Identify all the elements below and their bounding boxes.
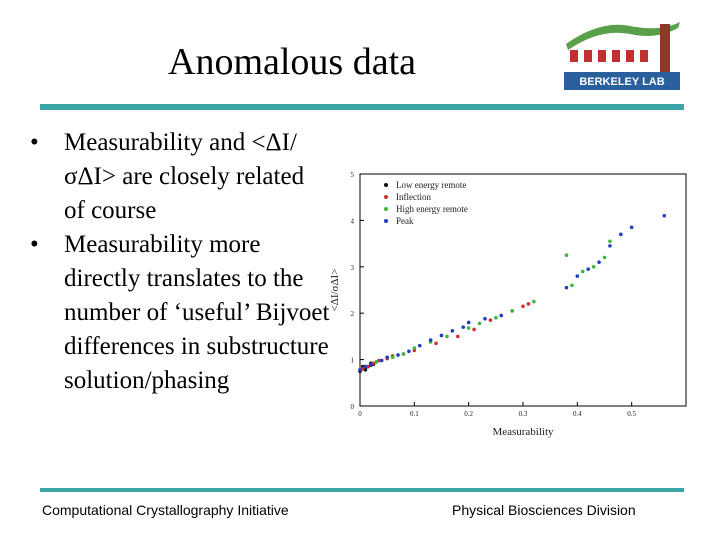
scatter-chart — [318, 160, 698, 450]
data-point-peak — [451, 329, 455, 333]
y-tick-label: 0 — [350, 403, 354, 411]
x-axis-label: Measurability — [492, 426, 554, 438]
data-point-peak — [467, 321, 471, 325]
bullet-list — [30, 126, 330, 398]
axis-ticks — [351, 171, 637, 418]
data-point-peak — [407, 349, 411, 353]
top-rule — [40, 104, 684, 110]
data-point-peak — [380, 359, 384, 363]
data-point-inflection — [521, 304, 525, 308]
data-point-high-energy-remote — [402, 352, 406, 356]
data-point-high-energy-remote — [592, 265, 596, 269]
x-tick-label: 0.4 — [572, 410, 582, 418]
data-point-peak — [461, 325, 465, 329]
x-tick-label: 0.1 — [409, 410, 419, 418]
y-tick-label: 1 — [350, 356, 354, 365]
data-point-high-energy-remote — [391, 355, 395, 359]
data-point-peak — [429, 338, 433, 342]
data-point-high-energy-remote — [532, 300, 536, 304]
data-point-inflection — [456, 335, 460, 339]
data-point-peak — [358, 368, 362, 372]
data-point-peak — [369, 362, 373, 366]
data-point-high-energy-remote — [445, 335, 449, 339]
data-point-high-energy-remote — [510, 309, 514, 313]
bullet-item — [30, 228, 330, 398]
data-point-high-energy-remote — [608, 239, 612, 243]
bottom-rule — [40, 488, 684, 492]
data-point-inflection — [434, 342, 438, 346]
logo-text: BERKELEY LAB — [579, 76, 665, 88]
bullet-text: Measurability more directly translates to the number of ‘useful’ Bijvoet differences in substructure solution/phasing — [64, 231, 330, 394]
bullet-item — [30, 126, 330, 228]
legend-label: Inflection — [396, 192, 431, 202]
y-tick-label: 5 — [350, 171, 354, 179]
data-point-peak — [576, 274, 580, 278]
legend-label: High energy remote — [396, 204, 468, 214]
bullet-text: Measurability and <ΔI/σΔI> are closely related of course — [64, 129, 305, 224]
data-point-high-energy-remote — [478, 322, 482, 326]
data-point-high-energy-remote — [494, 316, 498, 320]
data-point-peak — [396, 353, 400, 357]
slide-title: Anomalous data — [168, 41, 417, 83]
data-point-high-energy-remote — [467, 326, 471, 330]
legend — [384, 180, 468, 226]
data-point-peak — [440, 334, 444, 338]
logo-red-marks — [570, 50, 648, 62]
data-point-inflection — [527, 302, 531, 306]
data-point-peak — [364, 365, 368, 369]
legend-marker — [384, 219, 388, 223]
data-point-high-energy-remote — [565, 253, 569, 257]
footer-left: Computational Crystallography Initiative — [42, 502, 289, 518]
legend-marker — [384, 195, 388, 199]
legend-label: Peak — [396, 216, 414, 226]
x-tick-label: 0.2 — [464, 410, 474, 418]
data-point-peak — [662, 214, 666, 218]
y-tick-label: 2 — [350, 310, 354, 319]
legend-label: Low energy remote — [396, 180, 467, 190]
data-point-peak — [565, 286, 569, 290]
bullet-dot: • — [30, 231, 39, 258]
data-point-high-energy-remote — [375, 360, 379, 364]
footer-right: Physical Biosciences Division — [452, 502, 636, 518]
x-tick-label: 0 — [358, 410, 362, 418]
data-point-peak — [619, 233, 623, 237]
data-points — [358, 214, 666, 373]
x-tick-label: 0.5 — [627, 410, 637, 418]
bullet-dot: • — [30, 129, 39, 156]
data-point-high-energy-remote — [570, 284, 574, 288]
data-point-inflection — [472, 328, 476, 332]
logo-tower — [660, 24, 670, 74]
x-tick-label: 0.3 — [518, 410, 528, 418]
legend-marker — [384, 183, 388, 187]
data-point-inflection — [489, 318, 493, 322]
y-tick-label: 3 — [350, 263, 354, 272]
data-point-peak — [483, 317, 487, 321]
data-point-high-energy-remote — [581, 270, 585, 274]
data-point-peak — [597, 260, 601, 264]
data-point-peak — [608, 244, 612, 248]
berkeley-lab-logo — [560, 14, 686, 94]
data-point-peak — [385, 355, 389, 359]
data-point-high-energy-remote — [603, 256, 607, 260]
data-point-peak — [630, 226, 634, 230]
data-point-high-energy-remote — [413, 346, 417, 350]
data-point-peak — [418, 344, 422, 348]
legend-marker — [384, 207, 388, 211]
data-point-peak — [499, 314, 503, 318]
y-axis-label: <ΔI/σΔI> — [329, 268, 341, 312]
data-point-peak — [586, 267, 590, 271]
y-tick-label: 4 — [350, 217, 354, 226]
